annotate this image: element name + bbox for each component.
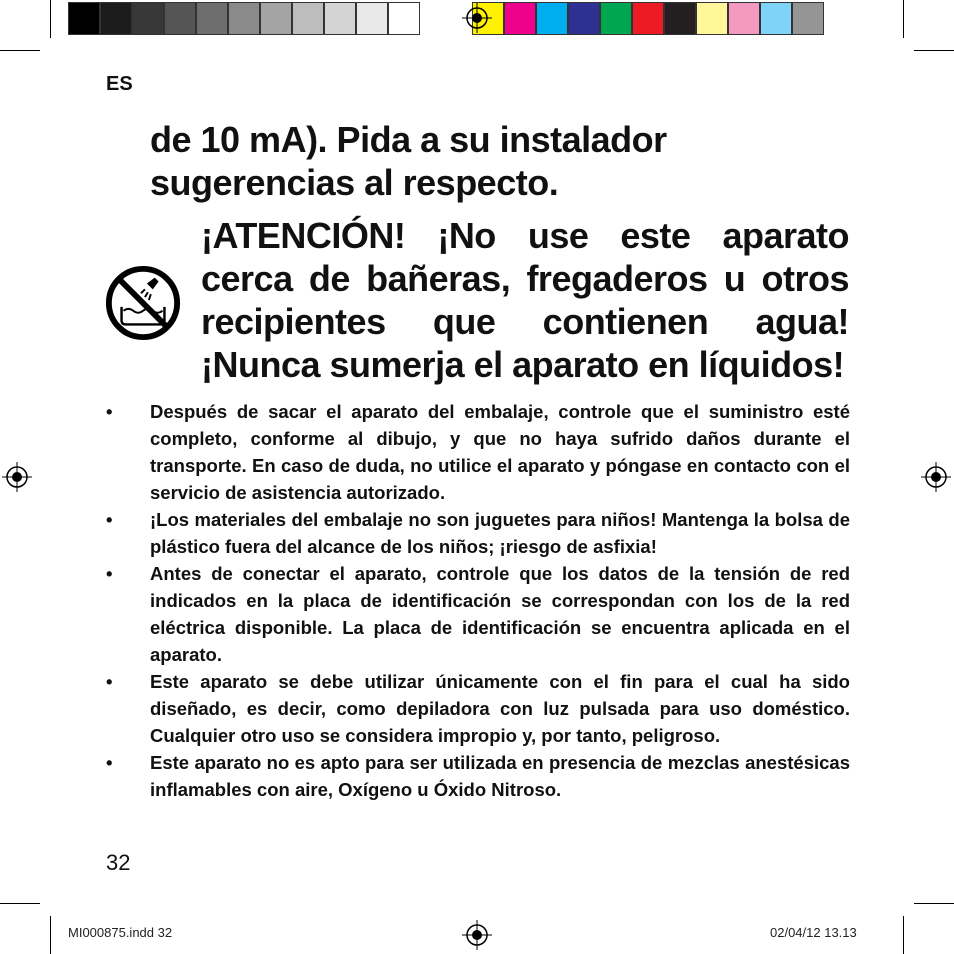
registration-mark-icon [2,462,32,492]
grayscale-swatch [100,2,132,35]
color-swatch [600,2,632,35]
warning-heading: ¡ATENCIÓN! ¡No use este aparato cerca de bañeras, fregaderos u otros recipientes que contienen agua! ¡Nunca sumerja el aparato en líquidos! [201,215,849,385]
bullet-symbol: • [106,401,113,422]
crop-mark [903,0,904,38]
registration-mark-icon [462,3,492,33]
crop-mark [914,903,954,904]
crop-mark [903,916,904,954]
color-swatch [792,2,824,35]
grayscale-swatch [260,2,292,35]
safety-bullet-list [106,398,850,803]
grayscale-swatch [228,2,260,35]
grayscale-swatch [324,2,356,35]
color-swatch [632,2,664,35]
grayscale-swatch [388,2,420,35]
intro-heading: de 10 mA). Pida a su instalador sugerencias al respecto. [150,119,667,203]
list-item [106,506,850,560]
grayscale-swatch [196,2,228,35]
color-calibration-bar [68,2,824,35]
crop-mark [50,0,51,38]
color-swatch [536,2,568,35]
bullet-text: Antes de conectar el aparato, controle que los datos de la tensión de red indicados en la placa de identificación se correspondan con los de la red eléctrica disponible. La placa de identificación se encuentra aplicada en el aparato. [150,563,850,665]
bullet-text: ¡Los materiales del embalaje no son juguetes para niños! Mantenga la bolsa de plástico fuera del alcance de los niños; ¡riesgo de asfixia! [150,509,850,557]
crop-mark [0,50,40,51]
bullet-symbol: • [106,752,113,773]
bullet-text: Este aparato no es apto para ser utilizada en presencia de mezclas anestésicas inflamables con aire, Oxígeno u Óxido Nitroso. [150,752,850,800]
registration-mark-icon [921,462,951,492]
no-water-bath-icon [104,264,182,342]
color-swatch [728,2,760,35]
page-number: 32 [106,850,131,875]
bullet-symbol: • [106,671,113,692]
bullet-symbol: • [106,563,113,584]
footer-datetime: 02/04/12 13.13 [770,925,857,940]
language-tag: ES [106,73,133,95]
color-swatch [664,2,696,35]
color-swatch [760,2,792,35]
grayscale-swatch [292,2,324,35]
list-item [106,560,850,668]
color-swatch [696,2,728,35]
grayscale-swatches [68,2,420,35]
bullet-text: Después de sacar el aparato del embalaje, controle que el suministro esté completo, conforme al dibujo, y que no haya sufrido daños durante el transporte. En caso de duda, no utilice el aparato y póngase en contacto con el servicio de asistencia autorizado. [150,401,850,503]
footer-file-name: MI000875.indd 32 [68,925,173,940]
crop-mark [0,903,40,904]
color-swatch [504,2,536,35]
grayscale-swatch [68,2,100,35]
crop-mark [50,916,51,954]
list-item [106,749,850,803]
color-swatch [568,2,600,35]
list-item [106,398,850,506]
grayscale-swatch [164,2,196,35]
grayscale-swatch [356,2,388,35]
grayscale-swatch [132,2,164,35]
bullet-text: Este aparato se debe utilizar únicamente con el fin para el cual ha sido diseñado, es decir, como depiladora con luz pulsada para uso doméstico. Cualquier otro uso se considera impropio y, por tanto, peligroso. [150,671,850,746]
list-item [106,668,850,749]
crop-mark [914,50,954,51]
bullet-symbol: • [106,509,113,530]
registration-mark-icon [462,920,492,950]
color-swatches [472,2,824,35]
